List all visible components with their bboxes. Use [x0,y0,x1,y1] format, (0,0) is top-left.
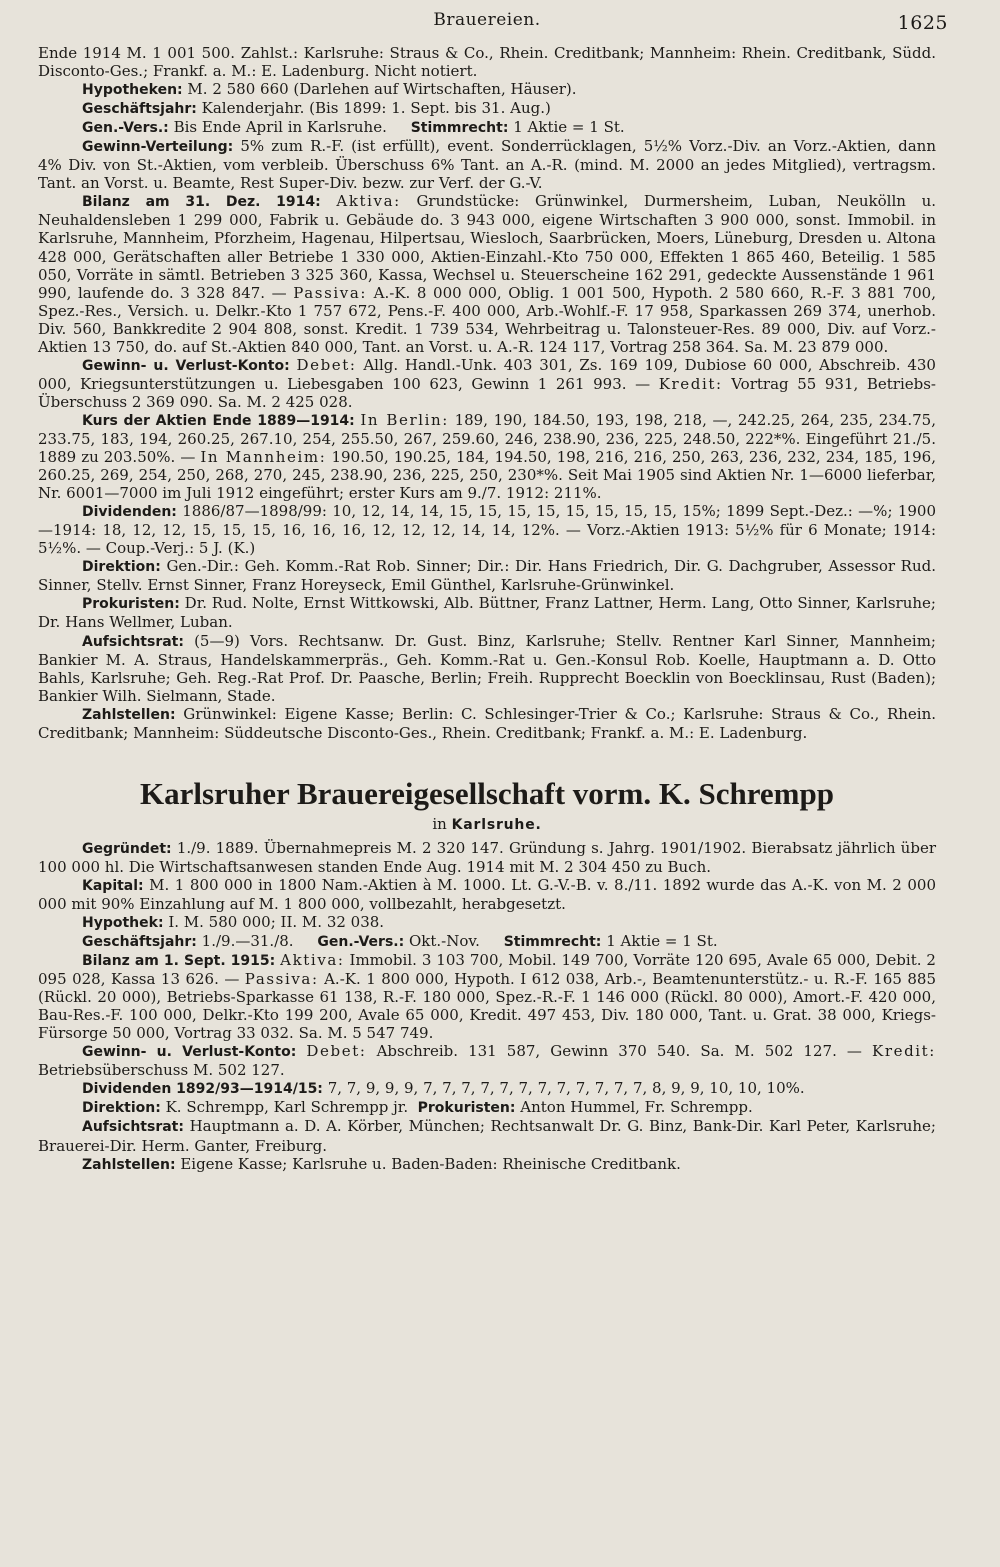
label-gewinn-verlust: Gewinn- u. Verlust-Konto: [82,357,290,374]
paragraph-direktion-2: Direktion: K. Schrempp, Karl Schrempp jr. Prokuristen: Anton Hummel, Fr. Schrempp. [82,1098,753,1117]
company-city: Karlsruhe. [451,816,542,833]
paragraph-geschaeftsjahr-2: Geschäftsjahr: 1./9.—31./8. Gen.-Vers.: Okt.-Nov. Stimmrecht: 1 Aktie = 1 St. [82,932,718,951]
paragraph-zahlstellen: Zahlstellen: Grünwinkel: Eigene Kasse; Berlin: C. Schlesinger-Trier & Co.; Karlsruhe: Straus & Co., Rhein. Creditbank; Mannheim: Süddeutsche Disconto-Ges., Rhein. Creditbank; Frankf. a. M.: E. Ladenburg. [38,704,937,742]
company-title: Karlsruher Brauereigesellschaft vorm. K. Schrempp [140,775,834,811]
label-hypotheken: Hypotheken: [82,82,183,99]
label-stimmrecht: Stimmrecht: [410,120,509,137]
paragraph-obligationen-zahlstellen: Ende 1914 M. 1 001 500. Zahlst.: Karlsruhe: Straus & Co., Rhein. Creditbank; Mannheim: Rhein. Creditbank, Südd. Disconto-Ges.; Frankf. a. M.: E. Ladenburg. Nicht notiert. [38,44,936,81]
label-dividenden-2: Dividenden 1892/93—1914/15: [82,1081,323,1098]
paragraph-dividenden: Dividenden: 1886/87—1898/99: 10, 12, 14, 14, 15, 15, 15, 15, 15, 15, 15, 15, 15%; 1899 Sept.-Dez.: —%; 1900—1914: 18, 12, 12, 15, 15, 15, 16, 16, 16, 12, 12, 12, 14, 14, 12%. — Vorz.-Aktien 1913: 5½% für 6 Monate; 1914: 5½%. — Coup.-Verj.: 5 J. (K.) [38,502,936,558]
article-karlsruher-brauereigesellschaft [38,839,936,1174]
label-dividenden: Dividenden: [82,504,177,521]
paragraph-gewinn-verlust: Gewinn- u. Verlust-Konto: Debet: Allg. Handl.-Unk. 403 301, Zs. 169 109, Dubiose 60 000, Abschreib. 430 000, Kriegsunterstützungen u. Liebesgaben 100 623, Gewinn 1 261 993. — Kredit: Vortrag 55 931, Betriebs-Überschuss 2 369 090. Sa. M. 2 425 028. [38,355,936,411]
running-header [38,8,948,44]
paragraph-geschaeftsjahr: Geschäftsjahr: Kalenderjahr. (Bis 1899: 1. Sept. bis 31. Aug.) [82,99,551,118]
label-zahlstellen: Zahlstellen: [82,706,176,723]
label-zahlstellen-2: Zahlstellen: [82,1156,176,1173]
label-aufsichtsrat-2: Aufsichtsrat: [82,1119,184,1136]
label-aufsichtsrat: Aufsichtsrat: [82,633,184,650]
label-genvers-2: Gen.-Vers.: [317,934,405,951]
label-bilanz-2: Bilanz am 1. Sept. 1915: [82,953,276,970]
paragraph-gegruendet: Gegründet: 1./9. 1889. Übernahmepreis M. 2 320 147. Gründung s. Jahrg. 1901/1902. Bierabsatz jährlich über 100 000 hl. Die Wirtschaftsanwesen standen Ende Aug. 1914 mit M. 2 304 450 zu Buch. [38,838,936,876]
label-gewinn-verlust-2: Gewinn- u. Verlust-Konto: [82,1044,297,1061]
paragraph-bilanz: Bilanz am 31. Dez. 1914: Aktiva: Grundstücke: Grünwinkel, Durmersheim, Luban, Neukölln u. Neuhaldensleben 1 299 000, Fabrik u. Gebäude do. 3 943 000, eigene Wirtschaften 3 900 000, sonst. Immobil. in Karlsruhe, Mannheim, Pforzheim, Hagenau, Hilpertsau, Wiesloch, Saarbrücken, Moers, Lüneburg, Dresden u. Altona 428 000, Gerätschaften aller Betriebe 1 330 000, Aktien-Einzahl.-Kto 750 000, Effekten 1 865 460, Beteilig. 1 585 050, Vorräte in sämtl. Betrieben 3 325 360, Kassa, Wechsel u. Steuerscheine 162 291, gedeckte Aussenstände 1 961 990, laufende do. 3 328 847. — Passiva: A.-K. 8 000 000, Oblig. 1 001 500, Hypoth. 2 580 660, R.-F. 3 881 700, Spez.-Res., Versich. u. Delkr.-Kto 1 757 672, Pens.-F. 400 000, Arb.-Wohlf.-F. 17 958, Sparkassen 269 374, unerhob. Div. 560, Bankkredite 2 904 808, sonst. Kredit. 1 739 534, Wehrbeitrag u. Talonsteuer-Res. 89 000, Div. auf Vorz.-Aktien 13 750, do. auf St.-Aktien 840 000, Tant. an Vorst. u. A.-R. 124 117, Vortrag 258 364. Sa. M. 23 879 000. [38,192,936,356]
paragraph-aufsichtsrat: Aufsichtsrat: (5—9) Vors. Rechtsanw. Dr. Gust. Binz, Karlsruhe; Stellv. Rentner Karl Sinner, Mannheim; Bankier M. A. Straus, Handelskammerpräs., Geh. Komm.-Rat u. Gen.-Konsul Rob. Koelle, Hauptmann a. D. Otto Bahls, Karlsruhe; Geh. Reg.-Rat Prof. Dr. Paasche, Berlin; Freih. Rupprecht Boecklin von Boecklinsau, Rust (Baden); Bankier Wilh. Sielmann, Stade. [38,631,936,705]
paragraph-direktion: Direktion: Gen.-Dir.: Geh. Komm.-Rat Rob. Sinner; Dir.: Dir. Hans Friedrich, Dir. G. Dachgruber, Assessor Rud. Sinner, Stellv. Ernst Sinner, Franz Horeyseck, Emil Günthel, Karlsruhe-Grünwinkel. [38,557,936,595]
paragraph-zahlstellen-2: Zahlstellen: Eigene Kasse; Karlsruhe u. Baden-Baden: Rheinische Creditbank. [82,1154,681,1173]
paragraph-gewinn-verlust-2: Gewinn- u. Verlust-Konto: Debet: Abschreib. 131 587, Gewinn 370 540. Sa. M. 502 127. — Kredit: Betriebsüberschuss M. 502 127. [38,1042,936,1080]
paragraph-gewinn-verteilung: Gewinn-Verteilung: 5% zum R.-F. (ist erfüllt), event. Sonderrücklagen, 5½% Vorz.-Div. an Vorz.-Aktien, dann 4% Div. von St.-Aktien, vom verbleib. Überschuss 6% Tant. an A.-R. (mind. M. 2000 an jedes Mitglied), vertragsm. Tant. an Vorst. u. Beamte, Rest Super-Div. bezw. zur Verf. der G.-V. [38,137,936,193]
label-gewinn-verteilung: Gewinn-Verteilung: [82,139,234,156]
article-schrempp-predecessor [38,44,936,742]
label-direktion-2: Direktion: [82,1100,161,1117]
paragraph-hypothek: Hypothek: I. M. 580 000; II. M. 32 038. [82,912,385,931]
running-title: Brauereien. [433,10,541,30]
paragraph-bilanz-2: Bilanz am 1. Sept. 1915: Aktiva: Immobil. 3 103 700, Mobil. 149 700, Vorräte 120 695, Avale 65 000, Debit. 2 095 028, Kassa 13 626. — Passiva: A.-K. 1 800 000, Hypoth. I 612 038, Arb.-, Beamtenunterstütz.- u. R.-F. 165 885 (Rückl. 20 000), Betriebs-Sparkasse 61 138, R.-F. 180 000, Spez.-R.-F. 1 146 000 (Rückl. 80 000), Amort.-F. 420 000, Bau-Res.-F. 100 000, Delkr.-Kto 199 200, Avale 65 000, Kredit. 497 453, Div. 180 000, Tant. u. Grat. 38 000, Kriegs-Fürsorge 50 000, Vortrag 33 032. Sa. M. 5 547 749. [38,951,936,1043]
label-stimmrecht-2: Stimmrecht: [503,934,602,951]
paragraph-kurs: Kurs der Aktien Ende 1889—1914: In Berlin: 189, 190, 184.50, 193, 198, 218, —, 242.25, 264, 235, 234.75, 233.75, 183, 194, 260.25, 267.10, 254, 255.50, 267, 259.60, 246, 238.90, 236, 225, 248.50, 222*%. Eingeführt 21./5. 1889 zu 203.50%. — In Mannheim: 190.50, 190.25, 184, 194.50, 198, 216, 216, 250, 263, 236, 232, 234, 185, 196, 260.25, 269, 254, 250, 268, 270, 245, 238.90, 236, 225, 250, 230*%. Seit Mai 1905 sind Aktien Nr. 1—6000 lieferbar, Nr. 6001—7000 im Juli 1912 eingeführt; erster Kurs am 9./7. 1912: 211%. [38,410,936,503]
label-kapital: Kapital: [82,877,144,894]
label-kurs: Kurs der Aktien Ende 1889—1914: [82,412,355,429]
label-bilanz: Bilanz am 31. Dez. 1914: [82,194,321,211]
label-geschaeftsjahr-2: Geschäftsjahr: [82,934,197,951]
paragraph-kapital: Kapital: M. 1 800 000 in 1800 Nam.-Aktien à M. 1000. Lt. G.-V.-B. v. 8./11. 1892 wurde das A.-K. von M. 2 000 000 mit 90% Einzahlung auf M. 1 800 000, vollbezahlt, herabgesetzt. [38,875,936,913]
label-hypothek: Hypothek: [82,914,164,931]
label-prokuristen: Prokuristen: [82,596,180,613]
paragraph-genvers: Gen.-Vers.: Bis Ende April in Karlsruhe. Stimmrecht: 1 Aktie = 1 St. [82,118,625,137]
page-number: 1625 [897,12,948,34]
paragraph-aufsichtsrat-2: Aufsichtsrat: Hauptmann a. D. A. Körber, München; Rechtsanwalt Dr. G. Binz, Bank-Dir. Karl Peter, Karlsruhe; Brauerei-Dir. Herm. Ganter, Freiburg. [38,1117,936,1155]
company-location: in Karlsruhe. [432,814,542,833]
label-genvers: Gen.-Vers.: [82,120,169,137]
paragraph-hypotheken: Hypotheken: M. 2 580 660 (Darlehen auf Wirtschaften, Häuser). [82,80,577,99]
label-gegruendet: Gegründet: [82,840,172,857]
paragraph-dividenden-2: Dividenden 1892/93—1914/15: 7, 7, 9, 9, 9, 7, 7, 7, 7, 7, 7, 7, 7, 7, 7, 7, 7, 8, 9, 9, 10, 10, 10%. [82,1079,805,1098]
label-prokuristen-2: Prokuristen: [417,1100,516,1117]
label-geschaeftsjahr: Geschäftsjahr: [82,101,197,118]
label-direktion: Direktion: [82,559,161,576]
paragraph-prokuristen: Prokuristen: Dr. Rud. Nolte, Ernst Wittkowski, Alb. Büttner, Franz Lattner, Herm. Lang, Otto Sinner, Karlsruhe; Dr. Hans Wellmer, Luban. [38,594,936,632]
